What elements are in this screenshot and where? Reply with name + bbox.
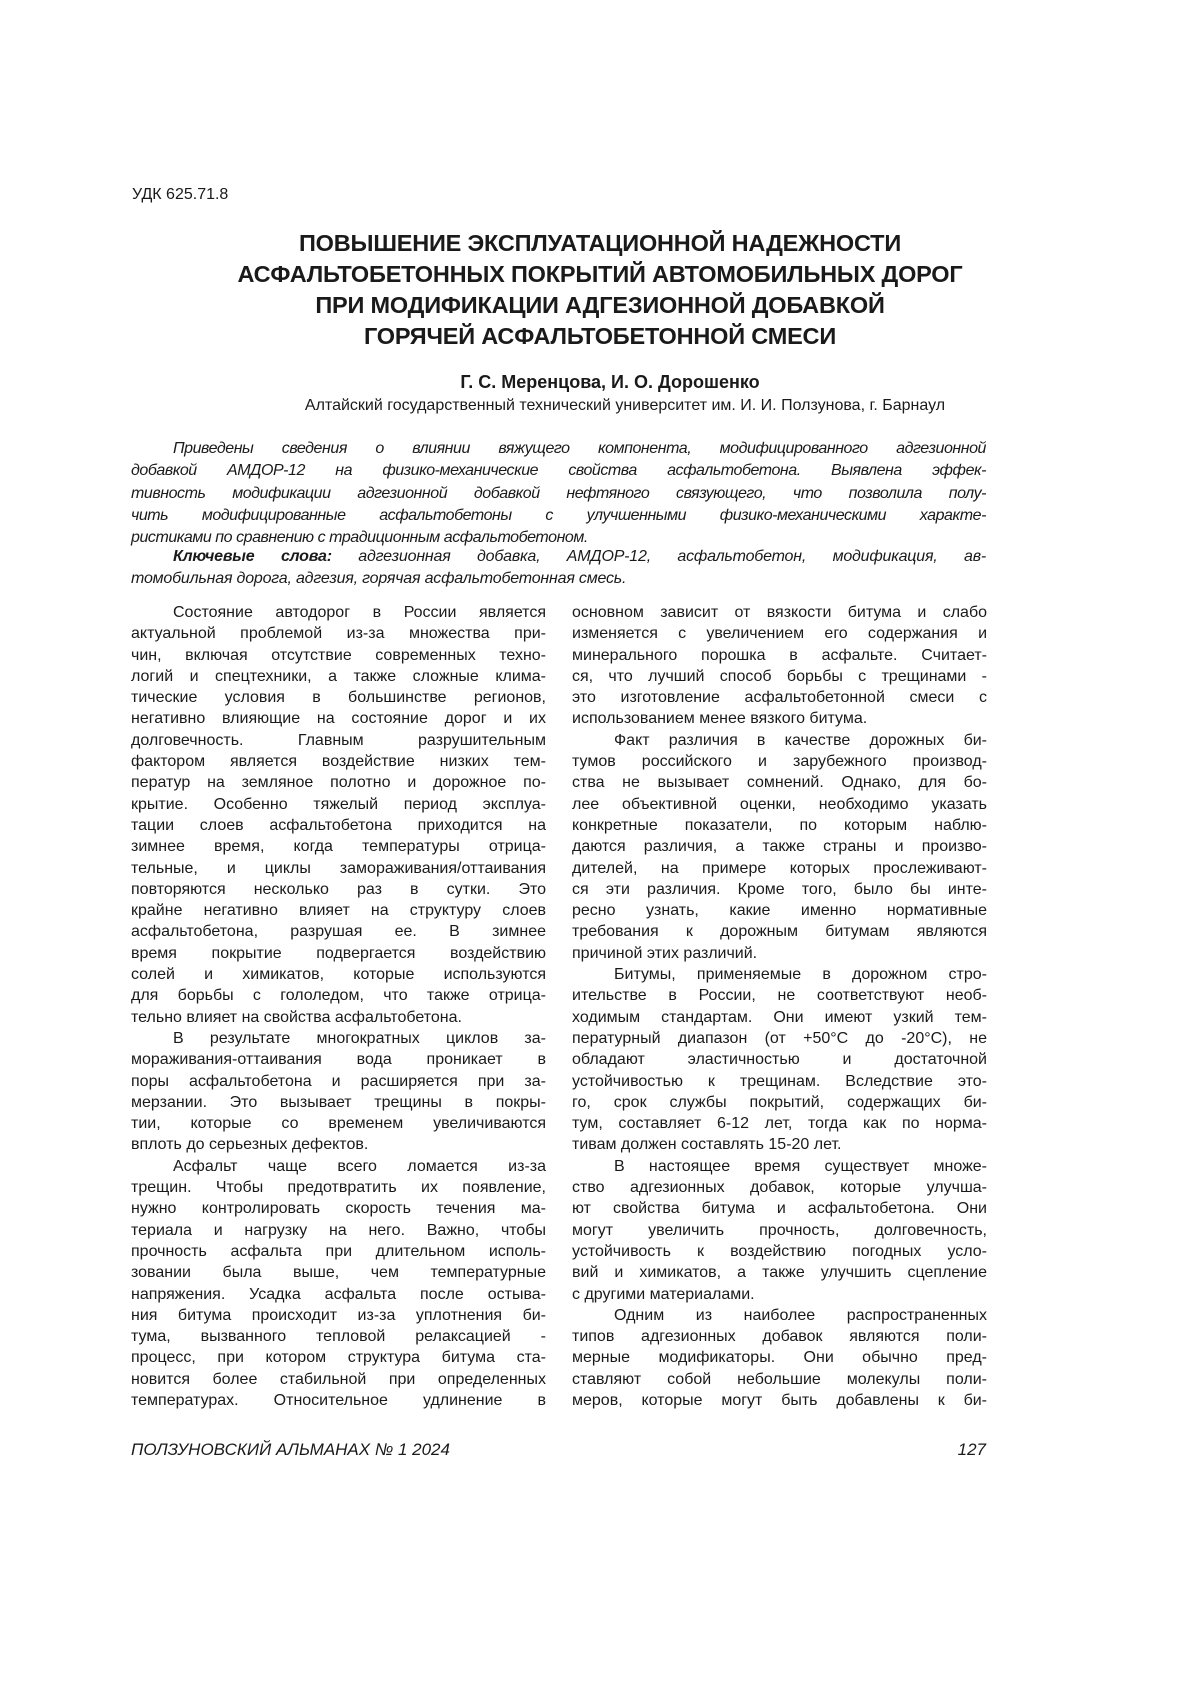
text-line: температурах. Относительное удлинение в (131, 1390, 546, 1411)
text-line: могут увеличить прочность, долговечность, (572, 1220, 987, 1241)
text-line: чин, включая отсутствие современных техно- (131, 645, 546, 666)
text-line: В настоящее время существует множе- (572, 1156, 987, 1177)
text-line: тум, составляет 6-12 лет, тогда как по норма- (572, 1113, 987, 1134)
affiliation: Алтайский государственный технический университет им. И. И. Ползунова, г. Барнаул (0, 397, 1200, 415)
paragraph (131, 1156, 546, 1412)
text-line: крайне негативно влияет на структуру слоев (131, 900, 546, 921)
abstract-line: Приведены сведения о влиянии вяжущего компонента, модифицированного адгезионной (131, 438, 986, 460)
text-line: логий и спецтехники, а также сложные клима- (131, 666, 546, 687)
text-line: требования к дорожным битумам являются (572, 921, 987, 942)
text-line: пературный диапазон (от +50°С до -20°С), не (572, 1028, 987, 1049)
paragraph (572, 1305, 987, 1411)
text-line: вплоть до серьезных дефектов. (131, 1134, 546, 1155)
text-line: типов адгезионных добавок являются поли- (572, 1326, 987, 1347)
title-line: ГОРЯЧЕЙ АСФАЛЬТОБЕТОННОЙ СМЕСИ (100, 321, 1100, 352)
page-footer (131, 1440, 986, 1460)
text-line: зимнее время, когда температуры отрица- (131, 836, 546, 857)
text-line: ставляют собой небольшие молекулы поли- (572, 1369, 987, 1390)
text-line: териала и нагрузку на него. Важно, чтобы (131, 1220, 546, 1241)
text-line: ительстве в России, не соответствуют необ- (572, 985, 987, 1006)
text-line: напряжения. Усадка асфальта после остыва- (131, 1284, 546, 1305)
text-line: мораживания-оттаивания вода проникает в (131, 1049, 546, 1070)
udc-code: УДК 625.71.8 (132, 186, 228, 204)
text-line: минерального порошка в асфальте. Считает- (572, 645, 987, 666)
keywords-label: Ключевые слова: (173, 548, 332, 565)
text-line: процесс, при котором структура битума ста- (131, 1347, 546, 1368)
text-line: устойчивость к воздействию погодных усло- (572, 1241, 987, 1262)
text-line: тические условия в большинстве регионов, (131, 687, 546, 708)
text-line: ресно узнать, какие именно нормативные (572, 900, 987, 921)
text-line: меров, которые могут быть добавлены к би- (572, 1390, 987, 1411)
keywords-text: адгезионная добавка, АМДОР-12, асфальтобетон, модификация, ав- (332, 548, 986, 565)
text-line: конкретные показатели, по которым наблю- (572, 815, 987, 836)
text-line: обладают эластичностью и достаточной (572, 1049, 987, 1070)
text-line: солей и химикатов, которые используются (131, 964, 546, 985)
text-line: асфальтобетона, разрушая ее. В зимнее (131, 921, 546, 942)
authors: Г. С. Меренцова, И. О. Дорошенко (0, 372, 1200, 393)
text-line: тума, вызванного тепловой релаксацией - (131, 1326, 546, 1347)
text-line: время покрытие подвергается воздействию (131, 943, 546, 964)
text-line: тации слоев асфальтобетона приходится на (131, 815, 546, 836)
text-line: крытие. Особенно тяжелый период эксплуа- (131, 794, 546, 815)
paragraph (131, 602, 546, 1028)
title-line: ПРИ МОДИФИКАЦИИ АДГЕЗИОННОЙ ДОБАВКОЙ (100, 290, 1100, 321)
text-line: новится более стабильной при определенных (131, 1369, 546, 1390)
abstract-line: тивность модификации адгезионной добавкой нефтяного связующего, что позволила полу- (131, 483, 986, 505)
text-line: это изготовление асфальтобетонной смеси с (572, 687, 987, 708)
text-line: основном зависит от вязкости битума и слабо (572, 602, 987, 623)
title-line: ПОВЫШЕНИЕ ЭКСПЛУАТАЦИОННОЙ НАДЕЖНОСТИ (100, 228, 1100, 259)
text-line: Состояние автодорог в России является (131, 602, 546, 623)
page-number: 127 (958, 1440, 986, 1460)
text-line: ства не вызывает сомнений. Однако, для бо- (572, 772, 987, 793)
keywords-line: томобильная дорога, адгезия, горячая асфальтобетонная смесь. (131, 568, 986, 590)
text-line: мерные модификаторы. Они обычно пред- (572, 1347, 987, 1368)
text-line: ния битума происходит из-за уплотнения би- (131, 1305, 546, 1326)
abstract (131, 438, 986, 549)
text-line: долговечность. Главным разрушительным (131, 730, 546, 751)
text-line: го, срок службы покрытий, содержащих би- (572, 1092, 987, 1113)
text-line: Одним из наиболее распространенных (572, 1305, 987, 1326)
text-line: тивам должен составлять 15-20 лет. (572, 1134, 987, 1155)
abstract-line: ристиками по сравнению с традиционным асфальтобетоном. (131, 527, 986, 549)
text-line: ператур на земляное полотно и дорожное по- (131, 772, 546, 793)
text-line: Факт различия в качестве дорожных би- (572, 730, 987, 751)
text-line: устойчивостью к трещинам. Вследствие это- (572, 1071, 987, 1092)
text-line: трещин. Чтобы предотвратить их появление, (131, 1177, 546, 1198)
text-line: тумов российского и зарубежного производ- (572, 751, 987, 772)
text-line: ся эти различия. Кроме того, было бы инте- (572, 879, 987, 900)
text-line: причиной этих различий. (572, 943, 987, 964)
text-line: дителей, на примере которых прослеживают- (572, 858, 987, 879)
text-line: ходимым стандартам. Они имеют узкий тем- (572, 1007, 987, 1028)
right-column (572, 602, 987, 1411)
paragraph (572, 602, 987, 730)
text-line: поры асфальтобетона и расширяется при за- (131, 1071, 546, 1092)
paragraph (572, 730, 987, 964)
text-line: Битумы, применяемые в дорожном стро- (572, 964, 987, 985)
journal-name: ПОЛЗУНОВСКИЙ АЛЬМАНАХ № 1 2024 (131, 1440, 450, 1460)
paragraph (131, 1028, 546, 1156)
text-line: нужно контролировать скорость течения ма- (131, 1198, 546, 1219)
text-line: актуальной проблемой из-за множества при- (131, 623, 546, 644)
text-line: для борьбы с гололедом, что также отрица- (131, 985, 546, 1006)
abstract-line: добавкой АМДОР-12 на физико-механические свойства асфальтобетона. Выявлена эффек- (131, 460, 986, 482)
text-line: В результате многократных циклов за- (131, 1028, 546, 1049)
text-line: зовании была выше, чем температурные (131, 1262, 546, 1283)
text-line: повторяются несколько раз в сутки. Это (131, 879, 546, 900)
text-line: лее объективной оценки, необходимо указать (572, 794, 987, 815)
text-line: Асфальт чаще всего ломается из-за (131, 1156, 546, 1177)
text-line: тельные, и циклы замораживания/оттаивания (131, 858, 546, 879)
text-line: негативно влияющие на состояние дорог и их (131, 708, 546, 729)
text-line: вий и химикатов, а также улучшить сцепление (572, 1262, 987, 1283)
left-column (131, 602, 546, 1411)
text-line: тии, которые со временем увеличиваются (131, 1113, 546, 1134)
text-line: фактором является воздействие низких тем- (131, 751, 546, 772)
text-line: с другими материалами. (572, 1284, 987, 1305)
paragraph (572, 964, 987, 1156)
text-line: ют свойства битума и асфальтобетона. Они (572, 1198, 987, 1219)
text-line: тельно влияет на свойства асфальтобетона. (131, 1007, 546, 1028)
article-title (100, 228, 1100, 352)
paragraph (572, 1156, 987, 1305)
text-line: даются различия, а также страны и произво- (572, 836, 987, 857)
keywords-line (131, 546, 986, 568)
text-line: мерзании. Это вызывает трещины в покры- (131, 1092, 546, 1113)
text-line: прочность асфальта при длительном исполь- (131, 1241, 546, 1262)
text-line: ство адгезионных добавок, которые улучша- (572, 1177, 987, 1198)
title-line: АСФАЛЬТОБЕТОННЫХ ПОКРЫТИЙ АВТОМОБИЛЬНЫХ ДОРОГ (100, 259, 1100, 290)
abstract-line: чить модифицированные асфальтобетоны с улучшенными физико-механическими характе- (131, 505, 986, 527)
text-line: использованием менее вязкого битума. (572, 708, 987, 729)
text-line: изменяется с увеличением его содержания и (572, 623, 987, 644)
text-line: ся, что лучший способ борьбы с трещинами - (572, 666, 987, 687)
keywords (131, 546, 986, 589)
